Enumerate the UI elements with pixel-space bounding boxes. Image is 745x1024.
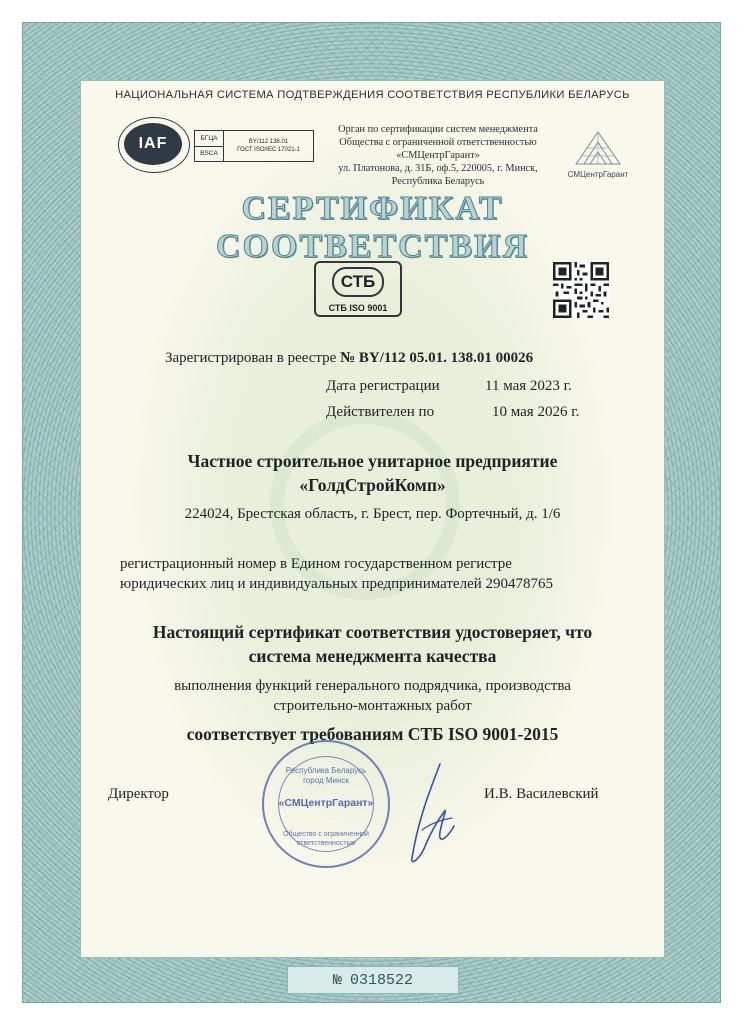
accreditation-code: BY/112 138.01	[248, 139, 289, 145]
registration-number-block	[120, 554, 620, 594]
registration-date-value: 11 мая 2023 г.	[485, 378, 572, 394]
bsca-label: BSCA	[200, 150, 218, 158]
stb-iso-mark	[314, 261, 402, 317]
org-line: «СМЦентрГарант»	[396, 150, 480, 161]
certification-body	[320, 123, 556, 188]
company-address: 224024, Брестская область, г. Брест, пер. Фортечный, д. 1/6	[184, 506, 561, 522]
valid-until-label: Действителен по	[326, 404, 435, 420]
conformity-statement: соответствует требованиям СТБ ISO 9001-2015	[186, 724, 559, 744]
serial-number-box	[287, 966, 459, 994]
director-name: И.В. Василевский	[484, 786, 599, 802]
bgpa-label: БГЦА	[195, 131, 223, 147]
scope-line-2: строительно-монтажных работ	[273, 698, 472, 714]
valid-until-value: 10 мая 2026 г.	[492, 404, 580, 420]
stamp-city: город Минск	[303, 776, 349, 785]
statement-line-2: система менеджмента качества	[248, 646, 497, 666]
accreditation-box	[194, 130, 314, 162]
stamp-bottom-text: Общество с ограниченной ответственностью	[283, 831, 369, 847]
accreditation-standard: ГОСТ ISO/IEC 17021-1	[237, 147, 300, 153]
accreditation-box-labels	[195, 131, 224, 161]
certificate-statement	[80, 620, 665, 668]
iaf-logo	[124, 123, 182, 165]
iaf-label: IAF	[138, 135, 168, 152]
company-line-1: Частное строительное унитарное предприятие	[187, 451, 558, 471]
registry-line	[165, 350, 533, 367]
regnum-line-1: регистрационный номер в Едином государственном регистре	[120, 556, 512, 572]
stamp-country: Республика Беларусь	[285, 766, 367, 775]
director-label: Директор	[108, 786, 169, 802]
org-line: Орган по сертификации систем менеджмента	[338, 124, 538, 135]
org-line: ул. Платонова, д. 31Б, оф.5, 220005, г. Минск,	[338, 163, 538, 174]
stamp-top-text	[264, 766, 388, 786]
smc-logo-text: СМЦентрГарант	[567, 170, 629, 179]
serial-number: 0318522	[350, 971, 414, 989]
registration-date-label: Дата регистрации	[326, 378, 440, 394]
org-line: Общества с ограниченной ответственностью	[339, 137, 537, 148]
stb-symbol: СТБ	[332, 267, 384, 297]
scope-line-1: выполнения функций генерального подрядчика, производства	[174, 678, 571, 694]
serial-prefix: №	[332, 971, 342, 989]
company-name	[80, 449, 665, 497]
registry-number: № BY/112 05.01. 138.01 00026	[340, 350, 534, 366]
stb-label: СТБ ISO 9001	[328, 303, 388, 313]
handwritten-signature-icon	[400, 760, 470, 870]
qr-code-icon	[553, 262, 609, 318]
official-stamp	[262, 740, 390, 868]
registry-prefix: Зарегистрирован в реестре	[165, 350, 341, 366]
org-line: Республика Беларусь	[391, 176, 485, 187]
stamp-center-text: «СМЦентрГарант»	[278, 797, 374, 809]
certification-scope	[80, 676, 665, 716]
building-logo-icon	[570, 124, 626, 170]
statement-line-1: Настоящий сертификат соответствия удостоверяет, что	[152, 622, 593, 642]
certificate-title: СЕРТИФИКАТ СООТВЕТСТВИЯ	[215, 190, 530, 265]
regnum-line-2: юридических лиц и индивидуальных предпринимателей 290478765	[120, 576, 554, 592]
accreditation-box-values	[224, 131, 313, 161]
company-line-2: «ГолдСтройКомп»	[299, 475, 446, 495]
header-text: НАЦИОНАЛЬНАЯ СИСТЕМА ПОДТВЕРЖДЕНИЯ СООТВЕТСТВИЯ РЕСПУБЛИКИ БЕЛАРУСЬ	[115, 89, 630, 101]
